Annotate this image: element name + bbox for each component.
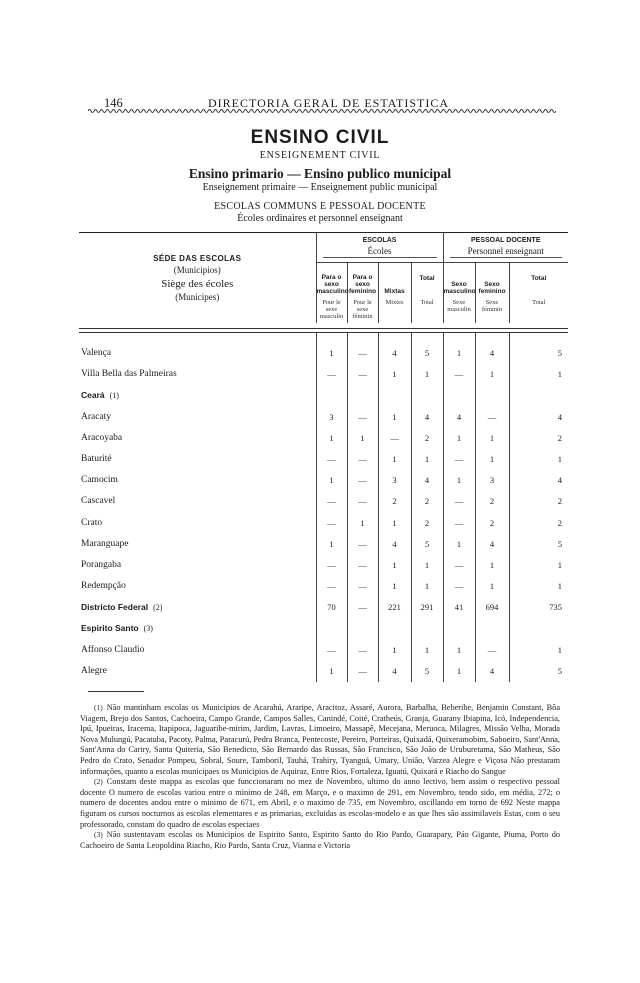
stub-title: SÉDE DAS ESCOLAS xyxy=(153,253,242,263)
cell-value: 2 xyxy=(509,427,568,448)
footnote xyxy=(80,777,560,830)
running-title: DIRECTORIA GERAL DE ESTATISTICA xyxy=(208,96,450,110)
column-header-fr: Sexe masculin xyxy=(443,297,475,323)
table-row xyxy=(79,427,568,448)
cell-value: 3 xyxy=(378,470,411,491)
table-row xyxy=(79,470,568,491)
cell-value: 1 xyxy=(475,554,509,575)
municipio-name: Aracaty xyxy=(81,411,112,422)
footnote-marker: (2) xyxy=(94,777,103,787)
cell-value: — xyxy=(316,491,347,512)
footnote-text: Não sustentavam escolas os Municipios de Espirito Santo, Espirito Santo do Rio Pardo, Guarapary, Páo Gigante, Piuma, Porto do Cachoeiro de Santa Leopoldina Riacho, Rio Pardo, Santa Cruz, Vianna e Victoria xyxy=(80,830,560,850)
municipio-name: Porangaba xyxy=(81,559,122,570)
cell-value: 2 xyxy=(475,512,509,533)
cell-value: — xyxy=(316,576,347,597)
subsection-title-fr: Écoles ordinaires et personnel enseignant xyxy=(237,213,403,224)
column-header-fr: Pour le sexe masculin xyxy=(316,297,347,323)
table-row xyxy=(79,406,568,427)
cell-value: 1 xyxy=(411,639,443,660)
empty-cell xyxy=(378,385,411,406)
stub-subtitle: (Municipios) xyxy=(173,264,221,275)
column-header: Total xyxy=(509,263,568,297)
row-label xyxy=(79,660,316,681)
row-label xyxy=(79,639,316,660)
cell-value: 2 xyxy=(411,427,443,448)
cell-value: — xyxy=(347,597,378,618)
cell-value: 1 xyxy=(475,427,509,448)
footnote-text: Não mantinham escolas os Municipios de Acarahú, Araripe, Aracitoz, Assaré, Aurora, Barbalha, Beberibe, Benjamin Constant, Bôa Viagem, Brejo dos Santos, Cachoeira, Campo Grande, Campos Salles, Canindé, Coité, Cratheús, Granja, Guarany Ibiapina, Icó, Independencia, Ipú, Ipueiras, Iracema, Itapipoca, Jaguaribe-mirim, Jardim, Lavras, Limoeiro, Massapê, Mecejana, Meruoca, Milagres, Missão Velha, Morada Nova Mulungú, Pacatuba, Pacoty, Palma, Paracurú, Pedra Branca, Pentecoste, Pereiro, Porteiras, Quixadá, Quixeramobim, Saboeiro, Sant'Anna, Sant'Anna do Cariry, Santa Quiteria, São Benedicto, São Bernardo das Russas, São Francisco, São João de Uruburetama, São Matheus, São Pedro do Crato, Senador Pompeu, Sobral, Soure, Tamboril, Tauhá, Trahiry, Tyanguá, Umary, União, Varzea Alegre e Viçosa Não prestaram informações, quanto a escolas municipaes os Municipios de Aquiraz, Entre Rios, Fortaleza, Iguatú, Quixará e Riacho do Sangue xyxy=(80,703,560,776)
footnote-marker: (3) xyxy=(143,624,153,634)
page-number: 146 xyxy=(104,96,123,110)
cell-value: 1 xyxy=(443,427,475,448)
municipio-name: Affonso Claudio xyxy=(81,644,145,655)
cell-value: — xyxy=(347,491,378,512)
cell-value: 1 xyxy=(378,406,411,427)
table-row xyxy=(79,512,568,533)
cell-value: 4 xyxy=(475,343,509,364)
cell-value: 41 xyxy=(443,597,475,618)
cell-value: — xyxy=(347,448,378,469)
cell-value: 1 xyxy=(378,576,411,597)
empty-cell xyxy=(443,385,475,406)
cell-value: — xyxy=(378,427,411,448)
municipio-name: Aracoyaba xyxy=(81,432,123,443)
footnote-marker: (2) xyxy=(153,602,163,612)
municipio-name: Redempção xyxy=(81,581,126,592)
table-row xyxy=(79,660,568,681)
group-pessoal-label: PESSOAL DOCENTE xyxy=(471,237,541,244)
empty-cell xyxy=(411,618,443,639)
cell-value: — xyxy=(316,639,347,660)
cell-value: — xyxy=(347,470,378,491)
group-escolas-label-fr: Écoles xyxy=(323,246,437,258)
column-header: Total xyxy=(411,263,443,297)
cell-value: 1 xyxy=(443,639,475,660)
row-label xyxy=(79,597,316,618)
cell-value: 1 xyxy=(475,364,509,385)
cell-value: 735 xyxy=(509,597,568,618)
cell-value: 1 xyxy=(378,364,411,385)
municipio-name: Cascavel xyxy=(81,496,116,507)
cell-value: — xyxy=(443,512,475,533)
spacer-row xyxy=(79,333,568,343)
footnote xyxy=(80,830,560,851)
cell-value: 1 xyxy=(475,576,509,597)
cell-value: — xyxy=(443,576,475,597)
cell-value: — xyxy=(475,406,509,427)
cell-value: 1 xyxy=(411,364,443,385)
column-header: Sexo feminino xyxy=(475,263,509,297)
footnote-rule xyxy=(88,691,144,692)
footnote-marker: (1) xyxy=(109,390,119,400)
row-label xyxy=(79,491,316,512)
stub-subtitle-fr: (Municipes) xyxy=(175,291,220,302)
footnotes xyxy=(80,703,560,851)
data-table xyxy=(79,232,568,682)
cell-value: 4 xyxy=(509,470,568,491)
row-label xyxy=(79,385,316,406)
cell-value: — xyxy=(443,554,475,575)
column-header: Sexo masculino xyxy=(443,263,475,297)
group-pessoal-label-fr: Personnel enseignant xyxy=(450,246,563,258)
cell-value: 4 xyxy=(475,533,509,554)
cell-value: 2 xyxy=(475,491,509,512)
empty-cell xyxy=(316,618,347,639)
table-row xyxy=(79,448,568,469)
column-header-fr: Total xyxy=(411,297,443,323)
cell-value: 1 xyxy=(443,660,475,681)
cell-value: 4 xyxy=(378,660,411,681)
cell-value: — xyxy=(347,639,378,660)
cell-value: — xyxy=(347,533,378,554)
group-escolas xyxy=(316,233,443,263)
cell-value: 2 xyxy=(411,491,443,512)
cell-value: 291 xyxy=(411,597,443,618)
municipio-name: Alegre xyxy=(81,665,107,676)
municipio-name: Districto Federal xyxy=(81,601,149,612)
cell-value: 2 xyxy=(509,491,568,512)
state-heading-row xyxy=(79,618,568,639)
cell-value: — xyxy=(316,364,347,385)
table-row xyxy=(79,576,568,597)
cell-value: 1 xyxy=(316,470,347,491)
cell-value: 1 xyxy=(378,554,411,575)
cell-value: 1 xyxy=(509,554,568,575)
cell-value: — xyxy=(316,512,347,533)
cell-value: — xyxy=(443,364,475,385)
wavy-rule xyxy=(88,108,556,114)
row-label xyxy=(79,406,316,427)
cell-value: 4 xyxy=(475,660,509,681)
column-header: Para o sexo masculino xyxy=(316,263,347,297)
cell-value: 1 xyxy=(316,533,347,554)
row-label xyxy=(79,427,316,448)
table-row xyxy=(79,364,568,385)
cell-value: 4 xyxy=(443,406,475,427)
footnote-text: Constam deste mappa as escolas que funccionaram no mez de Novembro, ultimo do anno lectivo, bem assim o respectivo pessoal docente O numero de escolas variou entre o minimo de 248, em Março, e o maximo de 291, em Novembro, tendo sido, em média, 272; o numero de docentes andou entre o minimo de 671, em Abril, e o maximo de 735, em Novembro, oscillando em torno de 692 Neste mappa figuram os cursos nocturnos as escolas elementares e as primarias, excluidas as escolas-modelo e as que lhes são assimilaveis Estas, com o seu professorado, constam do quadro de escolas especiaes xyxy=(80,777,560,829)
empty-cell xyxy=(347,618,378,639)
cell-value: 1 xyxy=(316,427,347,448)
cell-value: 4 xyxy=(378,343,411,364)
cell-value: 4 xyxy=(411,406,443,427)
cell-value: 2 xyxy=(378,491,411,512)
empty-cell xyxy=(316,385,347,406)
cell-value: — xyxy=(347,406,378,427)
municipio-name: Valença xyxy=(81,348,112,359)
section-title-fr: Enseignement primaire — Enseignement public municipal xyxy=(202,182,438,193)
cell-value: 5 xyxy=(509,533,568,554)
cell-value: 1 xyxy=(411,576,443,597)
cell-value: 1 xyxy=(509,576,568,597)
cell-value: 1 xyxy=(509,364,568,385)
cell-value: 2 xyxy=(509,512,568,533)
empty-cell xyxy=(509,618,568,639)
row-label xyxy=(79,512,316,533)
main-title-fr: ENSEIGNEMENT CIVIL xyxy=(259,150,381,161)
column-header-fr: Pour le sexe féminin xyxy=(347,297,378,323)
row-label xyxy=(79,343,316,364)
cell-value: 1 xyxy=(443,533,475,554)
cell-value: — xyxy=(347,364,378,385)
header-rule xyxy=(79,323,568,333)
cell-value: 3 xyxy=(316,406,347,427)
cell-value: 1 xyxy=(475,448,509,469)
section-title: Ensino primario — Ensino publico municipal xyxy=(188,166,452,181)
column-header: Mixtas xyxy=(378,263,411,297)
empty-cell xyxy=(378,618,411,639)
empty-cell xyxy=(347,385,378,406)
row-label xyxy=(79,364,316,385)
cell-value: — xyxy=(347,660,378,681)
municipio-name: Baturité xyxy=(81,454,112,465)
cell-value: 1 xyxy=(411,448,443,469)
table-row xyxy=(79,343,568,364)
subsection-title: ESCOLAS COMMUNS E PESSOAL DOCENTE xyxy=(214,201,426,212)
table-row xyxy=(79,554,568,575)
cell-value: — xyxy=(316,554,347,575)
empty-cell xyxy=(411,385,443,406)
cell-value: 5 xyxy=(509,343,568,364)
cell-value: 1 xyxy=(347,512,378,533)
footnote xyxy=(80,703,560,777)
cell-value: 1 xyxy=(509,448,568,469)
cell-value: 1 xyxy=(378,512,411,533)
row-label xyxy=(79,470,316,491)
cell-value: — xyxy=(347,554,378,575)
cell-value: 221 xyxy=(378,597,411,618)
cell-value: — xyxy=(347,576,378,597)
municipio-name: Camocim xyxy=(81,475,118,486)
cell-value: 5 xyxy=(411,343,443,364)
footnote-marker: (3) xyxy=(94,830,103,840)
footnote-marker: (1) xyxy=(94,703,103,712)
cell-value: 1 xyxy=(378,639,411,660)
table-row xyxy=(79,597,568,618)
column-header-fr: Sexe féminin xyxy=(475,297,509,323)
row-label xyxy=(79,533,316,554)
main-title: ENSINO CIVIL xyxy=(250,127,390,148)
municipio-name: Crato xyxy=(81,517,103,528)
cell-value: — xyxy=(475,639,509,660)
cell-value: — xyxy=(443,448,475,469)
municipio-name: Maranguape xyxy=(81,538,129,549)
cell-value: 5 xyxy=(509,660,568,681)
cell-value: 70 xyxy=(316,597,347,618)
empty-cell xyxy=(509,385,568,406)
row-label xyxy=(79,618,316,639)
cell-value: 5 xyxy=(411,533,443,554)
column-header-fr: Total xyxy=(509,297,568,323)
cell-value: 694 xyxy=(475,597,509,618)
cell-value: 1 xyxy=(316,660,347,681)
cell-value: 1 xyxy=(411,554,443,575)
cell-value: 4 xyxy=(509,406,568,427)
stub-header xyxy=(79,233,316,323)
column-header: Para o sexo feminino xyxy=(347,263,378,297)
cell-value: 1 xyxy=(347,427,378,448)
stub-title-fr: Siège des écoles xyxy=(161,277,234,290)
cell-value: 4 xyxy=(378,533,411,554)
cell-value: 3 xyxy=(475,470,509,491)
state-heading-row xyxy=(79,385,568,406)
cell-value: 4 xyxy=(411,470,443,491)
row-label xyxy=(79,576,316,597)
cell-value: 1 xyxy=(378,448,411,469)
cell-value: — xyxy=(443,491,475,512)
table-row xyxy=(79,533,568,554)
state-heading: Ceará xyxy=(81,389,105,400)
municipio-name: Villa Bella das Palmeiras xyxy=(81,369,177,380)
state-heading: Espirito Santo xyxy=(81,623,139,634)
table-row xyxy=(79,491,568,512)
empty-cell xyxy=(475,618,509,639)
cell-value: 5 xyxy=(411,660,443,681)
cell-value: 1 xyxy=(443,470,475,491)
cell-value: — xyxy=(347,343,378,364)
group-pessoal xyxy=(443,233,568,263)
empty-cell xyxy=(443,618,475,639)
row-label xyxy=(79,448,316,469)
column-header-fr: Mixtes xyxy=(378,297,411,323)
cell-value: 1 xyxy=(316,343,347,364)
table-row xyxy=(79,639,568,660)
empty-cell xyxy=(475,385,509,406)
cell-value: 1 xyxy=(443,343,475,364)
row-label xyxy=(79,554,316,575)
group-escolas-label: ESCOLAS xyxy=(362,237,397,244)
cell-value: — xyxy=(316,448,347,469)
cell-value: 2 xyxy=(411,512,443,533)
cell-value: 1 xyxy=(509,639,568,660)
